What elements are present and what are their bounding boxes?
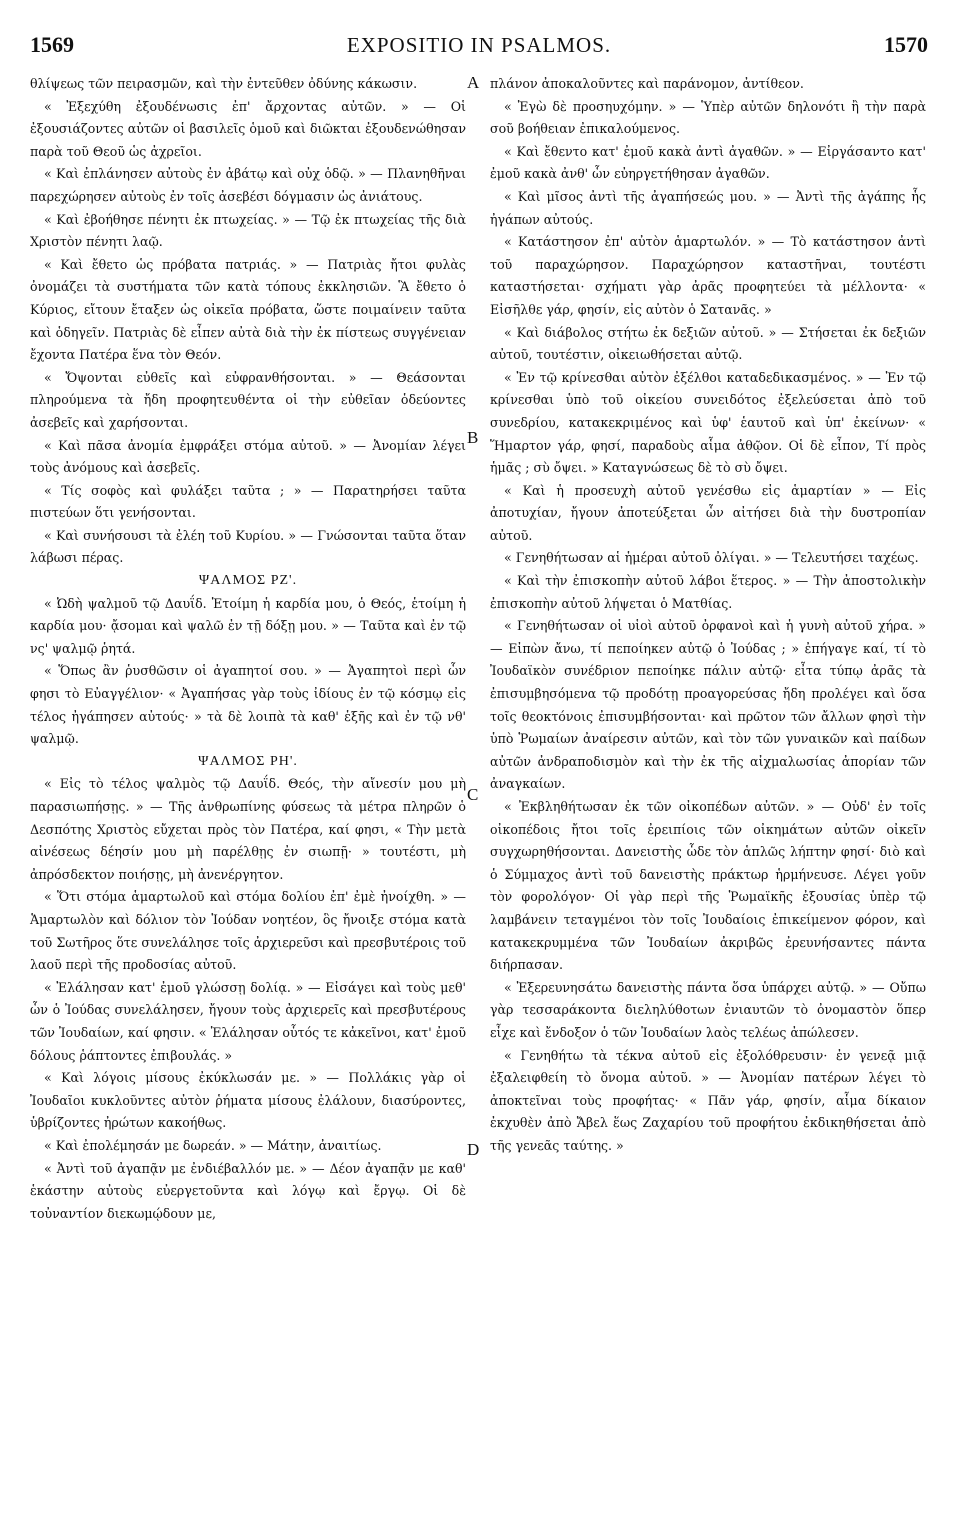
running-title: EXPOSITIO IN PSALMOS. (346, 33, 612, 57)
paragraph: « Καὶ λόγοις μίσους ἐκύκλωσάν με. » — Πολλάκις γὰρ οἱ Ἰουδαῖοι κυκλοῦντες αὐτὸν ῥήματα μίσους ἐλάλουν, διασύροντες, ὑβρίζοντες ἠρώτων κακοήθως. (30, 1070, 466, 1131)
paragraph: « Εἰς τὸ τέλος ψαλμὸς τῷ Δαυΐδ. Θεός, τὴν αἴνεσίν μου μὴ παρασιωπήσῃς. » — Τῆς ἀνθρωπίνης φύσεως τὰ μέτρα πληρῶν ὁ Δεσπότης Χριστὸς εὔχεται πρὸς τὸν Πατέρα, καί φησι, « Τὴν μετὰ αἰνέσεως δέησίν μου μὴ παρέλθῃς ἐν σιωπῇ· » τουτέστι, μὴ ἀπρόσδεκτον ποιήσῃς, μὴ ἀνενέργητον. (30, 776, 466, 882)
paragraph: « Καὶ ἔθεντο κατ' ἐμοῦ κακὰ ἀντὶ ἀγαθῶν. » — Εἰργάσαντο κατ' ἐμοῦ κακὰ ἀνθ' ὧν εὐηργετήθησαν ἀγαθῶν. (490, 143, 926, 182)
psalm-heading: ΨΑΛΜΟΣ ΡΖ'. (198, 573, 298, 589)
margin-marker-a: A (467, 73, 480, 92)
paragraph: « Καὶ ἔθετο ὡς πρόβατα πατριάς. » — Πατριὰς ἤτοι φυλὰς ὀνομάζει τὰ συστήματα τῶν κατὰ τόπους ἐκκλησιῶν. Ἃ ἔθετο ὁ Κύριος, εἴτουν ἔταξεν ὡς οἰκεῖα πρόβατα, ὥστε ποιμαίνειν ταῦτα καὶ ὁδηγεῖν. Πατριὰς δὲ εἶπεν αὐτὰ διὰ τὴν ἐκ πίστεως συγγένειαν ἔχοντα Πατέρα ἕνα τὸν Θεόν. (30, 256, 466, 363)
paragraph: « Ὠδὴ ψαλμοῦ τῷ Δαυΐδ. Ἑτοίμη ἡ καρδία μου, ὁ Θεός, ἑτοίμη ἡ καρδία μου· ᾄσομαι καὶ ψαλῶ ἐν τῇ δόξῃ μου. » — Ταῦτα καὶ ἐν τῷ νς' ψαλμῷ ῥητά. (30, 595, 466, 656)
paragraph: θλίψεως τῶν πειρασμῶν, καὶ τὴν ἐντεῦθεν ὀδύνης κάκωσιν. (30, 76, 418, 91)
page-header (30, 32, 928, 62)
paragraph: « Ἀντὶ τοῦ ἀγαπᾷν με ἐνδιέβαλλόν με. » — Δέον ἀγαπᾷν με καθ' ἑκάστην αὐτοὺς εὐεργετοῦντα καὶ λόγῳ καὶ ἔργῳ. Οἱ δὲ τοὐναντίον διεκωμῴδουν με, (30, 1160, 466, 1221)
margin-marker-d: D (467, 1140, 480, 1159)
paragraph: « Καὶ τὴν ἐπισκοπὴν αὐτοῦ λάβοι ἕτερος. » — Τὴν ἀποστολικὴν ἐπισκοπὴν αὐτοῦ λήψεται ὁ Ματθίας. (490, 573, 926, 611)
left-page-number: 1569 (30, 32, 74, 57)
margin-marker-c: C (467, 785, 479, 804)
paragraph: « Ἐξερευνησάτω δανειστὴς πάντα ὅσα ὑπάρχει αὐτῷ. » — Οὔπω γὰρ τεσσαράκοντα διεληλύθοτων ἐνιαυτῶν τὸ ὀνομαστὸν ὅπερ εἶχε καὶ ἔνδοξον ὁ τῶν Ἰουδαίων λαὸς τελέως ἀπώλεσεν. (490, 979, 926, 1040)
right-column (490, 73, 926, 1158)
margin-marker-b: B (467, 428, 479, 447)
paragraph: « Ὅπως ἂν ῥυσθῶσιν οἱ ἀγαπητοί σου. » — Ἀγαπητοὶ περὶ ὧν φησι τὸ Εὐαγγέλιον· « Ἀγαπήσας γὰρ τοὺς ἰδίους ἐν τῷ κόσμῳ εἰς τέλος ἠγάπησεν αὐτούς· » τὰ δὲ λοιπὰ τὰ καθ' ἑξῆς καὶ ἐν τῷ νθ' ψαλμῷ. (30, 663, 466, 747)
paragraph: « Ἐξεχύθη ἐξουδένωσις ἐπ' ἄρχοντας αὐτῶν. » — Οἱ ἐξουσιάζοντες αὐτῶν οἱ βασιλεῖς ὁμοῦ καὶ διῶκται ἐξουδενώθησαν παρὰ τοῦ Θεοῦ ὡς ἀχρεῖοι. (30, 98, 466, 159)
paragraph: « Ἐλάλησαν κατ' ἐμοῦ γλώσσῃ δολίᾳ. » — Εἰσάγει καὶ τοὺς μεθ' ὧν ὁ Ἰούδας συνελάλησεν, ἤγουν τοὺς ἀρχιερεῖς καὶ πρεσβυτέρους τῶν Ἰουδαίων, καί φησιν. « Ἐλάλησαν οὗτός τε κἀκεῖνοι, κατ' ἐμοῦ δόλους ῥάπτοντες ἐπιβουλάς. » (30, 979, 466, 1063)
paragraph: « Καὶ ἐπλάνησεν αὐτοὺς ἐν ἀβάτῳ καὶ οὐχ ὁδῷ. » — Πλανηθῆναι παρεχώρησεν αὐτοὺς ἐν τοῖς ἀσεβέσι δόγμασιν ὡς ἀνιάτους. (30, 166, 466, 204)
paragraph: « Κατάστησον ἐπ' αὐτὸν ἁμαρτωλόν. » — Τὸ κατάστησον ἀντὶ τοῦ παραχώρησον. Παραχώρησον καταστῆναι, τουτέστι καταστήσεται· σχήματι γὰρ ἀρᾶς προφητεύει τὰ μέλλοντα· « Εἰσῆλθε γάρ, φησίν, εἰς αὐτὸν ὁ Σατανᾶς. » (490, 234, 926, 317)
paragraph: « Ἐκβληθήτωσαν ἐκ τῶν οἰκοπέδων αὐτῶν. » — Οὐδ' ἐν τοῖς οἰκοπέδοις ἤτοι τοῖς ἐρειπίοις τῶν οἰκημάτων αὐτῶν οἰκεῖν συγχωρηθήσονται. Δανειστὴς ὧδε τὸν ἁπλῶς λήπτην φησί· διὸ καὶ ὁ Σύμμαχος ἀντὶ τοῦ δανειστὴς πράκτωρ ἡρμήνευσε. Λέγει γοῦν τὸν φορολόγον· Οἱ γὰρ περὶ τῆς Ῥωμαϊκῆς ἐξουσίας ὑπὲρ τῷ λαμβάνειν τεταγμένοι τὸν τοῖς Ἰουδαίοις ἐπικείμενον φόρον, καὶ κατακεκρυμμένα τῶν Ἰουδαίων ἀκριβῶς ἐρευνήσαντες πάντα διήρπασαν. (490, 799, 926, 973)
left-column (30, 73, 466, 1225)
paragraph: « Καὶ ἐπολέμησάν με δωρεάν. » — Μάτην, ἀναιτίως. (44, 1137, 382, 1153)
paragraph: « Ὅτι στόμα ἁμαρτωλοῦ καὶ στόμα δολίου ἐπ' ἐμὲ ἠνοίχθη. » — Ἁμαρτωλὸν καὶ δόλιον τὸν Ἰούδαν νοητέον, ὃς ἤνοιξε στόμα κατὰ τοῦ Σωτῆρος ὅτε συνελάλησε τοῖς ἀρχιερεῦσι καὶ πρεσβυτέροις τοῦ λαοῦ περὶ τῆς προδοσίας αὐτοῦ. (30, 889, 466, 973)
paragraph: « Καὶ μῖσος ἀντὶ τῆς ἀγαπήσεώς μου. » — Ἀντὶ τῆς ἀγάπης ἧς ἠγάπων αὐτούς. (490, 188, 926, 227)
paragraph: πλάνον ἀποκαλοῦντες καὶ παράνομον, ἀντίθεον. (490, 76, 804, 91)
paragraph: « Καὶ ἡ προσευχὴ αὐτοῦ γενέσθω εἰς ἁμαρτίαν » — Εἰς ἀποτυχίαν, ἤγουν ἀποτεύξεται ὧν αἰτήσει διὰ τὴν δυστροπίαν αὐτοῦ. (490, 482, 926, 543)
paragraph: « Καὶ ἐβοήθησε πένητι ἐκ πτωχείας. » — Τῷ ἐκ πτωχείας τῆς διὰ Χριστὸν πένητι λαῷ. (30, 211, 466, 250)
paragraph: « Καὶ διάβολος στήτω ἐκ δεξιῶν αὐτοῦ. » — Στήσεται ἐκ δεξιῶν αὐτοῦ, τουτέστιν, οἰκειωθήσεται αὐτῷ. (490, 324, 926, 363)
paragraph: « Καὶ συνήσουσι τὰ ἐλέη τοῦ Κυρίου. » — Γνώσονται ταῦτα ὅταν λάβωσι πέρας. (30, 527, 466, 566)
paragraph: « Γενηθήτωσαν οἱ υἱοὶ αὐτοῦ ὀρφανοὶ καὶ ἡ γυνὴ αὐτοῦ χήρα. » — Εἰπὼν ἄνω, τί πεποίηκεν αὐτῷ ὁ Ἰούδας ; » ἐπήγαγε καί, τί τὸ Ἰουδαϊκὸν συνέδριον πεποίηκε πάλιν αὐτῷ· εἶτα τύπῳ ἀρᾶς τὰ ἐπισυμβησόμενα τῷ προδότῃ προαγορεύσας ἤδη προλέγει καὶ ὅσα τοῖς θεοκτόνοις ἐπισυμβήσονται· καὶ πρῶτον τῶν ἄλλων φησὶ τὴν ὑπὸ Ῥωμαίων ἀναίρεσιν αὐτῶν, καὶ τὸν τῶν γυναικῶν καὶ παίδων αὐτῶν ἀνδραποδισμὸν καὶ τὴν ἐκ τῆς αἰχμαλωσίας ἀπορίαν τῶν ἀναγκαίων. (490, 618, 926, 792)
paragraph: « Τίς σοφὸς καὶ φυλάξει ταῦτα ; » — Παρατηρήσει ταῦτα πιστεύων ὅτι γενήσονται. (30, 482, 466, 521)
paragraph: « Ἐγὼ δὲ προσηυχόμην. » — Ὑπὲρ αὐτῶν δηλονότι ἢ τὴν παρὰ σοῦ βοήθειαν ἐπικαλούμενος. (490, 98, 926, 137)
paragraph: « Γενηθήτω τὰ τέκνα αὐτοῦ εἰς ἐξολόθρευσιν· ἐν γενεᾷ μιᾷ ἐξαλειφθείη τὸ ὄνομα αὐτοῦ. » — Ἀνομίαν πατέρων λέγει τὸ ἀποκτεῖναι τοὺς προφήτας· « Πᾶν γάρ, φησίν, αἷμα δίκαιον ἐκχυθὲν ἀπὸ Ἄβελ ἕως Ζαχαρίου τοῦ προφήτου ἐκδικηθήσεται ἀπὸ τῆς γενεᾶς ταύτης. » (490, 1047, 926, 1153)
paragraph: « Γενηθήτωσαν αἱ ἡμέραι αὐτοῦ ὀλίγαι. » — Τελευτήσει ταχέως. (504, 550, 919, 566)
right-page-number: 1570 (884, 32, 928, 57)
paragraph: « Ἐν τῷ κρίνεσθαι αὐτὸν ἐξέλθοι καταδεδικασμένος. » — Ἐν τῷ κρίνεσθαι ὑπὸ τοῦ οἰκείου συνειδότος ἐξελεύσεται ἀπὸ τοῦ συνεδρίου, κατακεκριμένος καὶ ὑφ' ἑαυτοῦ καὶ ὑπ' ἐκείνων· « Ἥμαρτον γάρ, φησί, παραδοὺς αἷμα ἀθῷον. Οἱ δὲ εἶπον, Τί πρὸς ἡμᾶς ; σὺ ὄψει. » Καταγνώσεως δὲ τὸ σὺ ὄψει. (490, 369, 926, 476)
paragraph: « Ὄψονται εὐθεῖς καὶ εὐφρανθήσονται. » — Θεάσονται πληρούμενα τὰ ἤδη προφητευθέντα οἱ τὴν εὐθεῖαν ὁδεύοντες ἀσεβεῖς καὶ χαρήσονται. (30, 369, 466, 430)
paragraph: « Καὶ πᾶσα ἀνομία ἐμφράξει στόμα αὐτοῦ. » — Ἀνομίαν λέγει τοὺς ἀνόμους καὶ ἀσεβεῖς. (30, 437, 466, 476)
psalm-heading: ΨΑΛΜΟΣ ΡΗ'. (198, 753, 298, 769)
